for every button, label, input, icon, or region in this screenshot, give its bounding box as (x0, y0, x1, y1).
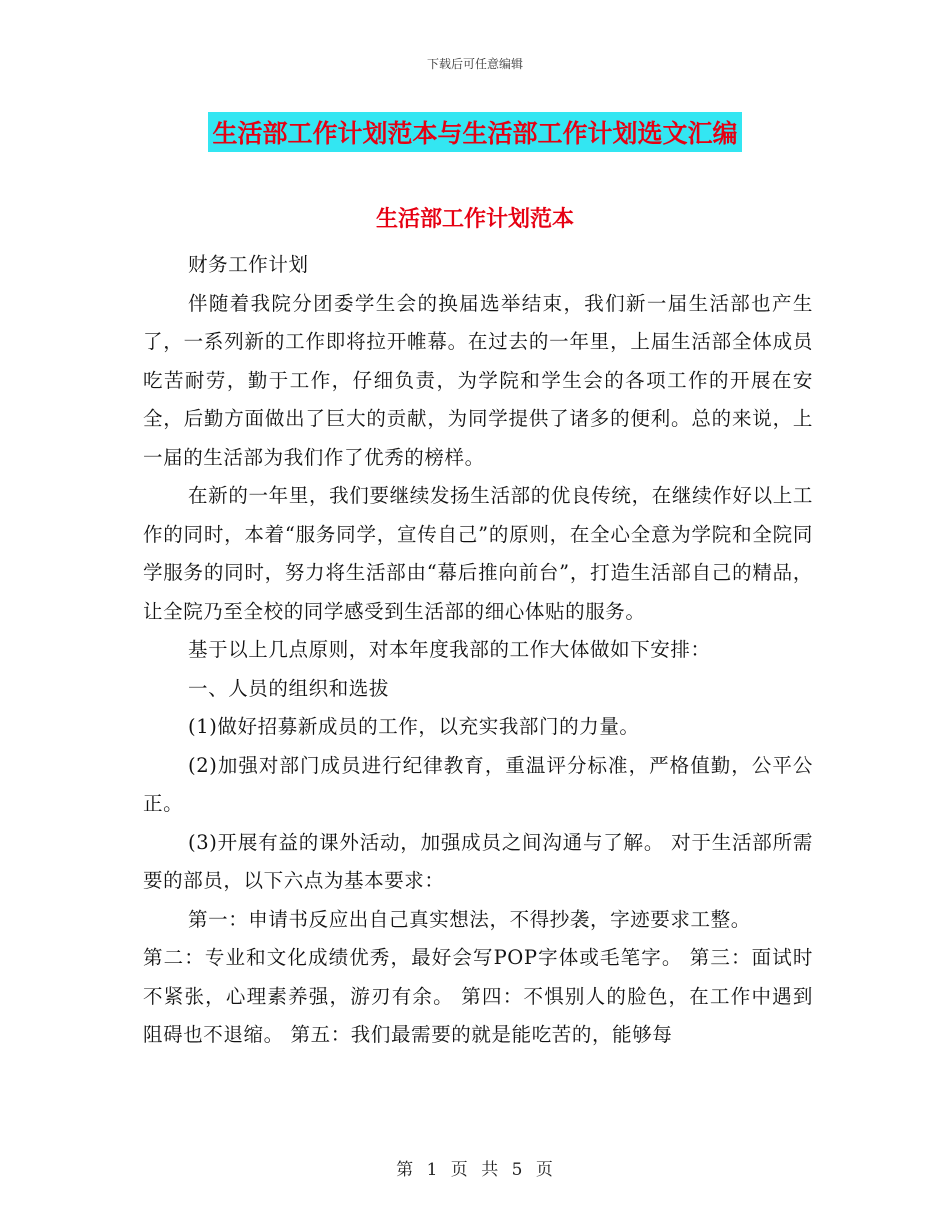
body-paragraph: 第二：专业和文化成绩优秀，最好会写POP字体或毛笔字。 第三：面试时不紧张，心理素养强，游刃有余。 第四：不惧别人的脸色，在工作中遇到阻碍也不退缩。 第五：我们最需要的就是能吃苦的，能够每 (143, 946, 813, 1046)
page-header-note: 下载后可任意编辑 (426, 57, 523, 71)
document-title (0, 112, 950, 152)
body-paragraph: (3)开展有益的课外活动，加强成员之间沟通与了解。 对于生活部所需要的部员，以下六点为基本要求： (143, 830, 813, 892)
body-paragraph: 基于以上几点原则，对本年度我部的工作大体做如下安排： (188, 638, 711, 661)
body-paragraph: (2)加强对部门成员进行纪律教育，重温评分标准，严格值勤，公平公正。 (143, 753, 813, 815)
body-paragraph: 财务工作计划 (188, 253, 309, 276)
body-paragraph: (1)做好招募新成员的工作，以充实我部门的力量。 (188, 715, 640, 738)
body-paragraph: 一、人员的组织和选拔 (188, 676, 390, 700)
body-paragraph: 在新的一年里，我们要继续发扬生活部的优良传统，在继续作好以上工作的同时，本着“服务同学，宣传自己”的原则，在全心全意为学院和全院同学服务的同时，努力将生活部由“幕后推向前台”，打造生活部自己的精品，让全院乃至全校的同学感受到生活部的细心体贴的服务。 (143, 484, 813, 623)
page-number: 第 1 页 共 5 页 (396, 1160, 554, 1180)
body-paragraph: 伴随着我院分团委学生会的换届选举结束，我们新一届生活部也产生了，一系列新的工作即将拉开帷幕。在过去的一年里，上届生活部全体成员吃苦耐劳，勤于工作，仔细负责，为学院和学生会的各项工作的开展在安全，后勤方面做出了巨大的贡献，为同学提供了诸多的便利。总的来说，上一届的生活部为我们作了优秀的榜样。 (143, 291, 813, 469)
section-title: 生活部工作计划范本 (375, 206, 574, 232)
body-paragraph: 第一：申请书反应出自己真实想法，不得抄袭，字迹要求工整。 (188, 907, 751, 931)
document-title-text: 生活部工作计划范本与生活部工作计划选文汇编 (208, 112, 741, 152)
document-body (143, 246, 813, 1055)
